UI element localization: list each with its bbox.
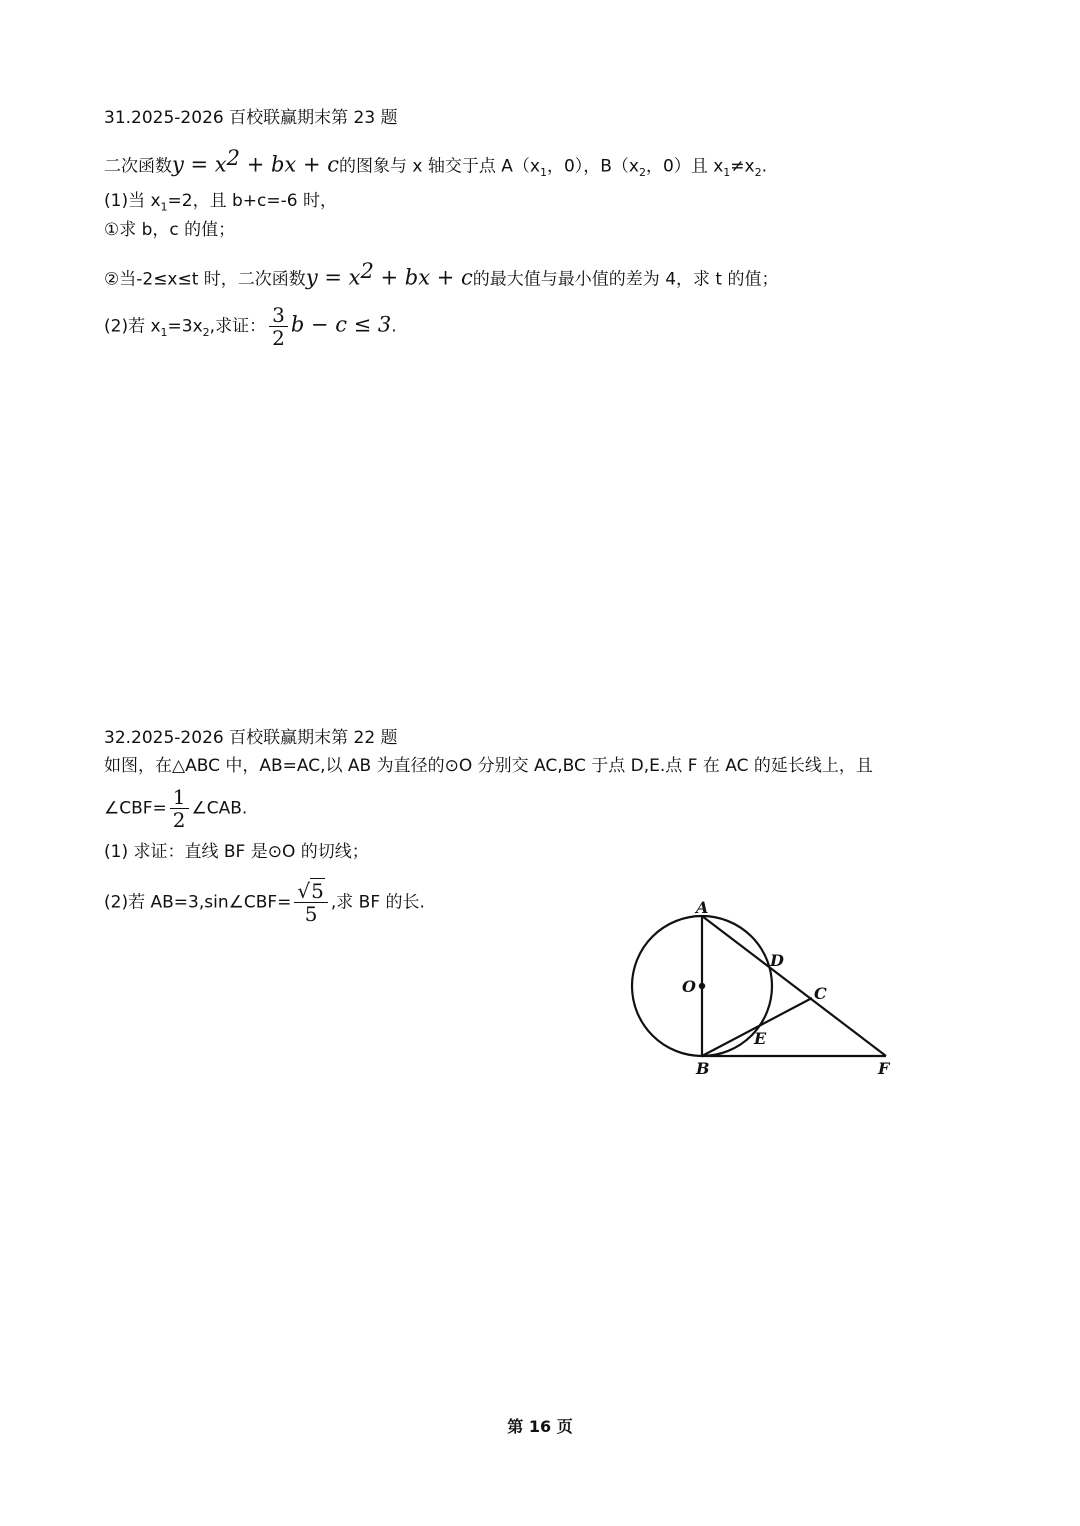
geometry-figure <box>620 888 910 1088</box>
q31-part1-condition: (1)当 $x_1=2$，且 b+c=-6 时， <box>104 191 337 214</box>
label-e: E <box>754 1029 767 1048</box>
fraction-one-half: $\frac{1}{2}$ <box>170 786 189 831</box>
q31-intro: 二次函数$y = x^2$ + bx + c的图象与 x 轴交于点 $A(x_1$，0），$B(x_2$，0）且 $x_1\ne x_2$. <box>104 146 767 180</box>
q32-angle-condition: ∠CBF= $\frac{1}{2}$ ∠CAB. <box>104 785 248 832</box>
q31-part1-ii: ②当-2≤x≤t 时，二次函数$y = x^2$ + bx + c的最大值与最小值的差为 4，求 t 的值； <box>104 259 779 290</box>
label-f: F <box>878 1059 890 1078</box>
label-a: A <box>696 898 709 917</box>
line-af <box>702 916 886 1056</box>
q31-part2: (2)若 $x_1=3x_2$,求证： $\frac{3}{2}$ b − c ≤ 3. <box>104 303 397 350</box>
page-footer: 第 16 页 <box>507 1417 573 1436</box>
page-number: 16 <box>528 1417 552 1436</box>
q32-heading: 32.2025-2026 百校联赢期末第 22 题 <box>104 728 398 748</box>
q31-part1-i: ①求 b，c 的值； <box>104 220 236 240</box>
q32-intro: 如图，在△ABC 中，AB=AC,以 AB 为直径的⊙O 分别交 AC,BC 于点 D,E.点 F 在 AC 的延长线上，且 <box>104 756 873 776</box>
center-point-o <box>699 983 705 989</box>
fraction-three-halves: $\frac{3}{2}$ <box>269 304 288 349</box>
q32-part1: (1) 求证：直线 BF 是⊙O 的切线； <box>104 842 369 862</box>
q31-heading: 31.2025-2026 百校联赢期末第 23 题 <box>104 108 398 128</box>
q32-part2: (2)若 AB=3,sin∠CBF= $\frac{√5}{5}$ ,求 BF 的长. <box>104 879 425 926</box>
label-b: B <box>696 1059 710 1078</box>
fraction-root5-over-5: $\frac{√5}{5}$ <box>294 880 327 925</box>
label-c: C <box>814 984 827 1003</box>
label-d: D <box>770 951 784 970</box>
label-o: O <box>682 977 696 996</box>
